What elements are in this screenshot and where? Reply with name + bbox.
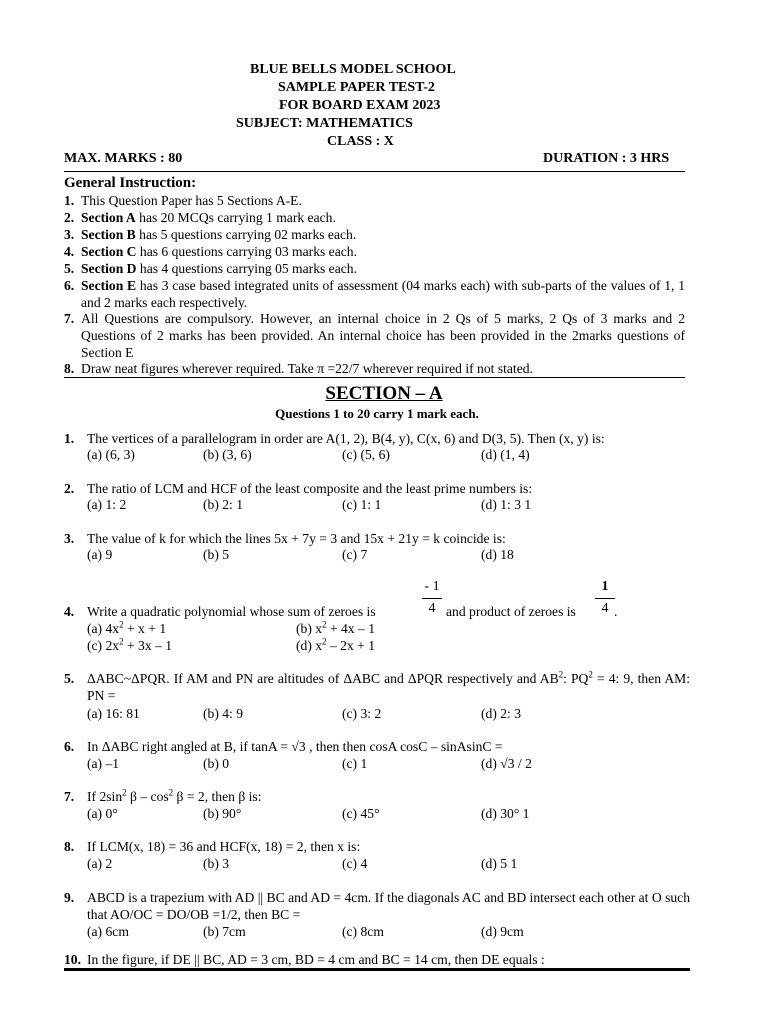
paper-title: SAMPLE PAPER TEST-2 <box>278 80 435 95</box>
instruction-item <box>64 209 685 226</box>
question-text: ABCD is a trapezium with AD || BC and AD = 4cm. If the diagonals AC and BD intersect each other at O such that AO/OC = DO/OB =1/2, then BC = <box>87 890 690 922</box>
option-d: (d) 30° 1 <box>481 806 530 821</box>
question-number: 5. <box>64 671 75 686</box>
option-c: (c) 45° <box>342 806 380 821</box>
option-d: (d) 9cm <box>481 924 524 939</box>
question-text-continued: and product of zeroes is <box>446 604 576 619</box>
instructions-divider <box>64 377 685 378</box>
option-b: (b) (3, 6) <box>203 447 252 462</box>
question-text: The vertices of a parallelogram in order are A(1, 2), B(4, y), C(x, 6) and D(3, 5). Then (x, y) is: <box>87 431 605 446</box>
instructions-title: General Instruction: <box>64 175 197 191</box>
fraction-bar <box>595 598 615 599</box>
instruction-section-label: Section D <box>81 261 137 276</box>
question-text: The ratio of LCM and HCF of the least composite and the least prime numbers is: <box>87 481 533 496</box>
question-text: In the figure, if DE || BC, AD = 3 cm, BD = 4 cm and BC = 14 cm, then DE equals : <box>87 952 545 967</box>
option-b: (b) 2: 1 <box>203 497 244 512</box>
instruction-section-label: Section E <box>81 278 137 293</box>
option-b: (b) 7cm <box>203 924 246 939</box>
instruction-section-label: Section C <box>81 244 137 259</box>
option-d: (d) $x^2 - 2x + 1$ <box>296 636 375 653</box>
question-number: 2. <box>64 481 75 496</box>
option-c: (c) 1 <box>342 756 368 771</box>
instruction-text: has 6 questions carrying 03 marks each. <box>136 244 357 259</box>
page-bottom-rule <box>64 968 690 971</box>
option-d: (d) 2: 3 <box>481 706 522 721</box>
exam-title: FOR BOARD EXAM 2023 <box>279 98 441 113</box>
question-number: 10. <box>64 952 81 967</box>
fraction-denominator: 4 <box>601 601 609 616</box>
instruction-section-label: Section B <box>81 227 136 242</box>
question-number: 6. <box>64 739 75 754</box>
option-d: (d) 5 1 <box>481 856 518 871</box>
instruction-section-label: Section A <box>81 210 136 225</box>
option-a: (a) 0° <box>87 806 118 821</box>
question-number: 1. <box>64 431 75 446</box>
instruction-item <box>64 192 685 209</box>
question-number: 9. <box>64 890 75 905</box>
max-marks: MAX. MARKS : 80 <box>64 151 183 166</box>
option-a: (a) 6cm <box>87 924 129 939</box>
option-a: (a) (6, 3) <box>87 447 135 462</box>
option-a: (a) $4x^2 + x + 1$ <box>87 619 167 636</box>
option-c: (c) $2x^2 + 3x - 1$ <box>87 636 173 653</box>
instruction-number: 4. <box>64 244 75 259</box>
header-divider <box>64 171 685 172</box>
option-c: (c) (5, 6) <box>342 447 390 462</box>
instruction-number: 8. <box>64 361 75 376</box>
instruction-text: All Questions are compulsory. However, an internal choice in 2 Qs of 5 marks, 2 Qs of 3 marks and 2 Questions of 2 marks has been provided. An internal choice has been provided in the 2marks questions of Section E <box>81 311 685 360</box>
fraction-denominator: 4 <box>428 601 436 616</box>
option-c: (c) 4 <box>342 856 368 871</box>
question-text: Write a quadratic polynomial whose sum of zeroes is <box>87 604 376 619</box>
question-number: 3. <box>64 531 75 546</box>
option-b: (b) 0 <box>203 756 230 771</box>
instruction-number: 6. <box>64 278 75 293</box>
option-b: (b) $x^2 + 4x - 1$ <box>296 619 375 636</box>
instruction-text: Draw neat figures wherever required. Take π =22/7 wherever required if not stated. <box>81 361 533 376</box>
option-a: (a) 1: 2 <box>87 497 127 512</box>
instruction-text: This Question Paper has 5 Sections A-E. <box>81 193 302 208</box>
fraction-bar <box>422 598 442 599</box>
instruction-number: 7. <box>64 311 75 326</box>
instruction-text: has 5 questions carrying 02 marks each. <box>135 227 357 242</box>
instruction-number: 2. <box>64 210 75 225</box>
question-text: The value of k for which the lines 5x + 7y = 3 and 15x + 21y = k coincide is: <box>87 531 506 546</box>
instruction-number: 1. <box>64 193 75 208</box>
option-d: (d) (1, 4) <box>481 447 530 462</box>
option-a: (a) 2 <box>87 856 113 871</box>
instruction-number: 3. <box>64 227 75 242</box>
option-b: (b) 90° <box>203 806 242 821</box>
instruction-item <box>64 243 685 260</box>
fraction-numerator: 1 <box>601 579 609 594</box>
option-a: (a) –1 <box>87 756 120 771</box>
question-number: 8. <box>64 839 75 854</box>
section-subtitle: Questions 1 to 20 carry 1 mark each. <box>275 406 479 421</box>
school-name: BLUE BELLS MODEL SCHOOL <box>250 62 456 77</box>
instruction-number: 5. <box>64 261 75 276</box>
question-text-end: . <box>614 604 618 619</box>
option-b: (b) 5 <box>203 547 230 562</box>
instruction-text: has 4 questions carrying 05 marks each. <box>136 261 357 276</box>
instruction-text: has 3 case based integrated units of assessment (04 marks each) with sub-parts of the values of 1, 1 and 2 marks each respectively. <box>81 278 685 310</box>
instruction-item <box>64 226 685 243</box>
instruction-item <box>64 360 685 377</box>
option-c: (c) 7 <box>342 547 368 562</box>
question-number: 7. <box>64 789 75 804</box>
option-c: (c) 1: 1 <box>342 497 382 512</box>
instruction-text: has 20 MCQs carrying 1 mark each. <box>135 210 336 225</box>
fraction-numerator: - 1 <box>424 579 440 594</box>
option-c: (c) 3: 2 <box>342 706 382 721</box>
question-text: If $2\sin^2$ $\beta - \cos^2 \beta = 2$, then β is: <box>87 787 262 804</box>
option-d: (d) 18 <box>481 547 514 562</box>
option-c: (c) 8cm <box>342 924 384 939</box>
question-text: In ΔABC right angled at B, if tanA = √3 , then then cosA cosC – sinAsinC = <box>87 739 503 754</box>
duration: DURATION : 3 HRS <box>543 151 670 166</box>
question-text: ΔABC~ΔPQR. If AM and PN are altitudes of ΔABC and ΔPQR respectively and $AB^2$: $PQ^2 = 4$: 9, then AM: PN = <box>87 669 691 703</box>
option-d: (d) √3 / 2 <box>481 756 532 771</box>
subject-line: SUBJECT: MATHEMATICS <box>236 116 413 131</box>
option-b: (b) 4: 9 <box>203 706 244 721</box>
option-a: (a) 16: 81 <box>87 706 140 721</box>
class-line: CLASS : X <box>327 134 394 149</box>
section-title: SECTION – A <box>325 383 443 404</box>
option-a: (a) 9 <box>87 547 113 562</box>
option-b: (b) 3 <box>203 856 230 871</box>
question-text: If LCM(x, 18) = 36 and HCF(x, 18) = 2, then x is: <box>87 839 361 854</box>
question-number: 4. <box>64 604 75 619</box>
option-d: (d) 1: 3 1 <box>481 497 532 512</box>
instruction-item <box>64 260 685 277</box>
